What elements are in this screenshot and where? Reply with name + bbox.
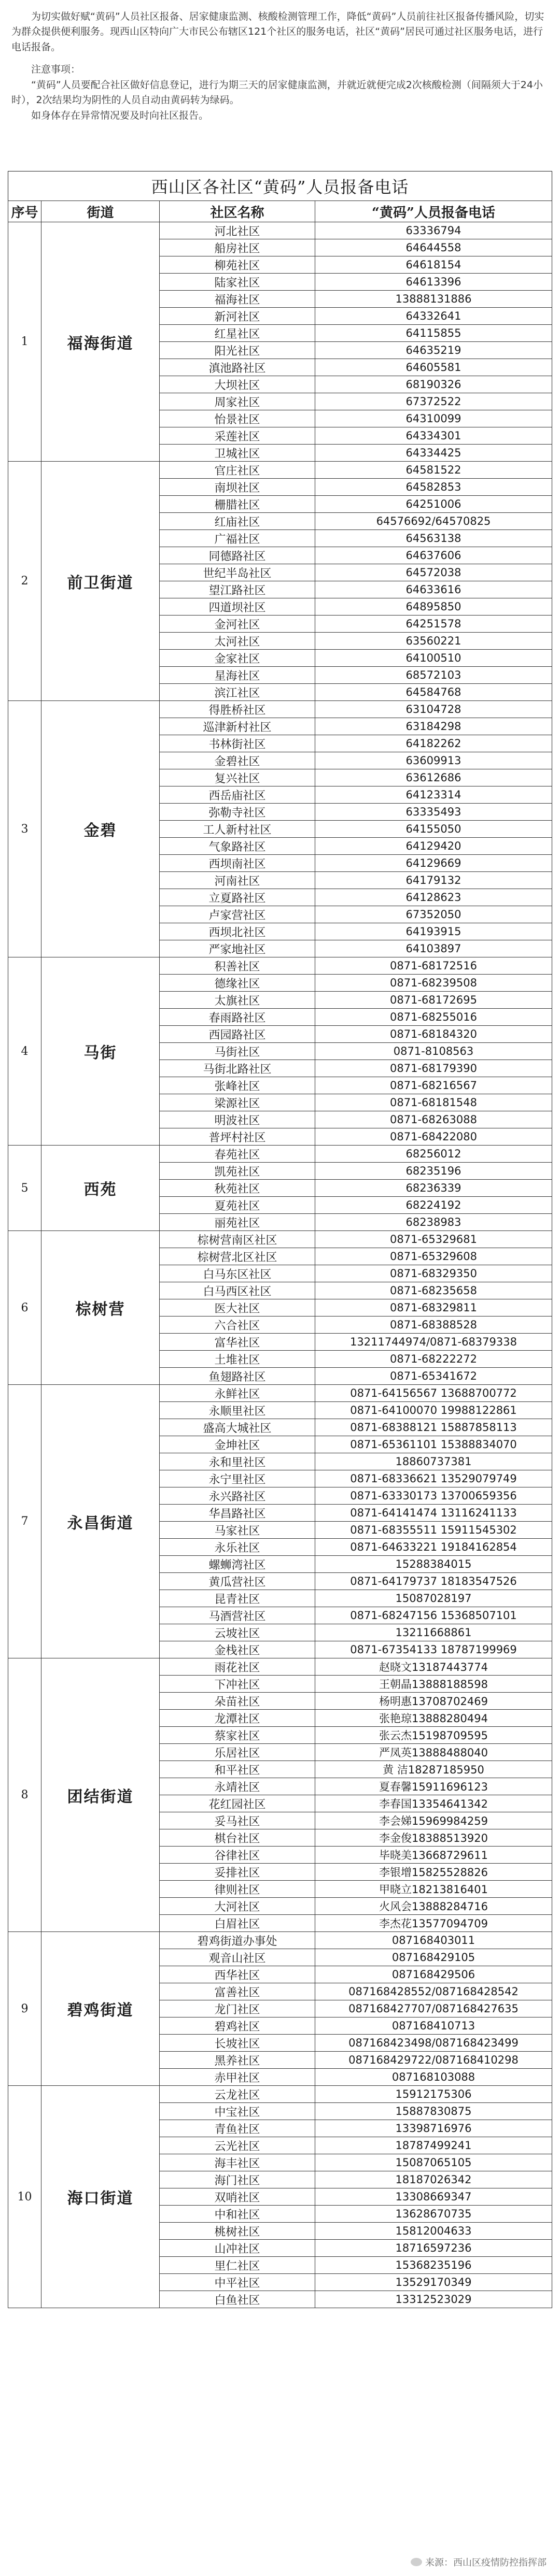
community-name-cell: 弥勒寺社区: [160, 804, 315, 821]
community-name-cell: 桃树社区: [160, 2223, 315, 2240]
phone-cell: 087168103088: [315, 2069, 552, 2086]
community-name-cell: 工人新村社区: [160, 821, 315, 838]
community-name-cell: 海门社区: [160, 2171, 315, 2188]
community-name-cell: 卫城社区: [160, 445, 315, 462]
phone-cell: 李金俊18388513920: [315, 1829, 552, 1847]
community-name-cell: 太河社区: [160, 633, 315, 650]
community-name-cell: 金碧社区: [160, 752, 315, 769]
community-name-cell: 棕树营北区社区: [160, 1248, 315, 1265]
community-name-cell: 梁源社区: [160, 1094, 315, 1111]
community-name-cell: 福海社区: [160, 291, 315, 308]
phone-cell: 李会娣15969984259: [315, 1812, 552, 1829]
community-name-cell: 西坝南社区: [160, 855, 315, 872]
community-name-cell: 春雨路社区: [160, 1009, 315, 1026]
row-street: 碧鸡街道: [41, 1932, 160, 2086]
hotline-table-wrapper: [8, 171, 552, 2308]
community-name-cell: 得胜桥社区: [160, 701, 315, 718]
community-name-cell: 中宝社区: [160, 2103, 315, 2120]
community-name-cell: 复兴社区: [160, 769, 315, 786]
phone-cell: 63560221: [315, 633, 552, 650]
community-name-cell: 云光社区: [160, 2137, 315, 2154]
phone-cell: 15368235196: [315, 2257, 552, 2274]
community-name-cell: 夏苑社区: [160, 1197, 315, 1214]
community-name-cell: 周家社区: [160, 393, 315, 410]
phone-cell: 68256012: [315, 1146, 552, 1163]
phone-cell: 0871-64156567 13688700772: [315, 1385, 552, 1402]
community-name-cell: 凯苑社区: [160, 1163, 315, 1180]
phone-cell: 0871-64179737 18183547526: [315, 1573, 552, 1590]
phone-cell: 0871-68239508: [315, 975, 552, 992]
community-name-cell: 河北社区: [160, 222, 315, 239]
community-name-cell: 望江路社区: [160, 581, 315, 598]
notice-item-1: “黄码”人员要配合社区做好信息登记，进行为期三天的居家健康监测，并就近就便完成2次核酸检测（间隔须大于24小时），2次结果均为阴性的人员自动由黄码转为绿码。: [11, 79, 543, 106]
phone-cell: 64584768: [315, 684, 552, 701]
phone-cell: 0871-65329608: [315, 1248, 552, 1265]
row-seq: 1: [8, 222, 41, 462]
phone-cell: 严凤英13888488040: [315, 1744, 552, 1761]
table-row: [8, 222, 552, 239]
row-street: 福海街道: [41, 222, 160, 462]
community-name-cell: 白鱼社区: [160, 2291, 315, 2308]
row-street: 金碧: [41, 701, 160, 957]
table-header-row: [8, 201, 552, 222]
phone-cell: 0871-68172695: [315, 992, 552, 1009]
phone-cell: 0871-67354133 18787199969: [315, 1641, 552, 1658]
phone-cell: 黄 洁18287185950: [315, 1761, 552, 1778]
community-name-cell: 螺蛳湾社区: [160, 1556, 315, 1573]
row-seq: 6: [8, 1231, 41, 1385]
community-name-cell: 金家社区: [160, 650, 315, 667]
intro-section: [0, 0, 560, 123]
community-name-cell: 金栈社区: [160, 1641, 315, 1658]
phone-cell: 0871-68263088: [315, 1111, 552, 1128]
header-community: 社区名称: [160, 201, 315, 222]
community-name-cell: 阳光社区: [160, 342, 315, 359]
row-seq: 9: [8, 1932, 41, 2086]
phone-cell: 13308669347: [315, 2188, 552, 2206]
phone-cell: 0871-65329681: [315, 1231, 552, 1248]
community-name-cell: 妥马社区: [160, 1812, 315, 1829]
community-name-cell: 普坪村社区: [160, 1128, 315, 1146]
row-seq: 7: [8, 1385, 41, 1658]
phone-cell: 毕晓美13668729611: [315, 1847, 552, 1864]
community-name-cell: 下冲社区: [160, 1676, 315, 1693]
phone-cell: 64605581: [315, 359, 552, 376]
community-name-cell: 栅腊社区: [160, 496, 315, 513]
community-name-cell: 黄瓜营社区: [160, 1573, 315, 1590]
community-name-cell: 红庙社区: [160, 513, 315, 530]
phone-cell: 63335493: [315, 804, 552, 821]
notice-item-2: 如身体存在异常情况要及时向社区报告。: [31, 109, 209, 121]
community-name-cell: 红星社区: [160, 325, 315, 342]
table-row: [8, 1231, 552, 1248]
community-name-cell: 土堆社区: [160, 1351, 315, 1368]
phone-cell: 18787499241: [315, 2137, 552, 2154]
phone-cell: 087168410713: [315, 2017, 552, 2035]
community-name-cell: 陆家社区: [160, 274, 315, 291]
community-name-cell: 德缘社区: [160, 975, 315, 992]
community-name-cell: 广福社区: [160, 530, 315, 547]
intro-paragraph: 为切实做好赋“黄码”人员社区报备、居家健康监测、核酸检测管理工作，降低“黄码”人员前往社区报备传播风险，切实为群众提供便利服务。现西山区特向广大市民公布辖区121个社区的服务电话，社区“黄码”居民可通过社区服务电话，进行电话报备。: [11, 11, 544, 53]
phone-cell: 64123314: [315, 786, 552, 804]
phone-cell: 15912175306: [315, 2086, 552, 2103]
phone-cell: 0871-65361101 15388834070: [315, 1436, 552, 1453]
phone-cell: 64179132: [315, 872, 552, 889]
community-name-cell: 律则社区: [160, 1881, 315, 1898]
community-name-cell: 永乐社区: [160, 1539, 315, 1556]
community-name-cell: 永鲜社区: [160, 1385, 315, 1402]
community-name-cell: 棕树营南区社区: [160, 1231, 315, 1248]
phone-cell: 0871-8108563: [315, 1043, 552, 1060]
community-name-cell: 谷律社区: [160, 1847, 315, 1864]
phone-cell: 0871-68388121 15887858113: [315, 1419, 552, 1436]
community-name-cell: 马街北路社区: [160, 1060, 315, 1077]
phone-cell: 68236339: [315, 1180, 552, 1197]
community-name-cell: 积善社区: [160, 957, 315, 975]
phone-cell: 0871-65341672: [315, 1368, 552, 1385]
community-name-cell: 白马西区社区: [160, 1282, 315, 1299]
community-name-cell: 丽苑社区: [160, 1214, 315, 1231]
community-name-cell: 华昌路社区: [160, 1505, 315, 1522]
phone-cell: 64618154: [315, 256, 552, 274]
phone-cell: 68224192: [315, 1197, 552, 1214]
table-row: [8, 1385, 552, 1402]
community-name-cell: 世纪半岛社区: [160, 564, 315, 581]
community-name-cell: 大河社区: [160, 1898, 315, 1915]
community-name-cell: 龙门社区: [160, 2000, 315, 2017]
community-name-cell: 卢家营社区: [160, 906, 315, 923]
notice-title: 注意事项：: [31, 64, 81, 76]
phone-cell: 64155050: [315, 821, 552, 838]
phone-cell: 64334301: [315, 427, 552, 445]
phone-cell: 13529170349: [315, 2274, 552, 2291]
phone-cell: 64115855: [315, 325, 552, 342]
phone-cell: 64310099: [315, 410, 552, 427]
phone-cell: 夏春馨15911696123: [315, 1778, 552, 1795]
community-name-cell: 马酒营社区: [160, 1607, 315, 1624]
phone-cell: 64563138: [315, 530, 552, 547]
phone-cell: 18187026342: [315, 2171, 552, 2188]
header-phone: “黄码”人员报备电话: [315, 201, 552, 222]
phone-cell: 0871-68255016: [315, 1009, 552, 1026]
community-name-cell: 书林街社区: [160, 735, 315, 752]
community-name-cell: 龙潭社区: [160, 1710, 315, 1727]
community-name-cell: 大坝社区: [160, 376, 315, 393]
row-seq: 4: [8, 957, 41, 1146]
phone-cell: 64332641: [315, 308, 552, 325]
community-name-cell: 同德路社区: [160, 547, 315, 564]
community-name-cell: 白马东区社区: [160, 1265, 315, 1282]
phone-cell: 0871-68355511 15911545302: [315, 1522, 552, 1539]
row-seq: 5: [8, 1146, 41, 1231]
community-name-cell: 怡景社区: [160, 410, 315, 427]
community-name-cell: 永和里社区: [160, 1453, 315, 1470]
phone-cell: 李春国13354641342: [315, 1795, 552, 1812]
community-name-cell: 昆青社区: [160, 1590, 315, 1607]
community-name-cell: 中和社区: [160, 2206, 315, 2223]
table-title: 西山区各社区“黄码”人员报备电话: [8, 171, 552, 201]
phone-cell: 68190326: [315, 376, 552, 393]
phone-cell: 64637606: [315, 547, 552, 564]
phone-cell: 63184298: [315, 718, 552, 735]
phone-cell: 13888131886: [315, 291, 552, 308]
community-name-cell: 朵苗社区: [160, 1693, 315, 1710]
community-name-cell: 棋台社区: [160, 1829, 315, 1847]
community-name-cell: 妥排社区: [160, 1864, 315, 1881]
community-name-cell: 永靖社区: [160, 1778, 315, 1795]
community-name-cell: 富善社区: [160, 1983, 315, 2000]
table-body: [8, 222, 552, 2308]
community-name-cell: 黑养社区: [160, 2052, 315, 2069]
community-name-cell: 盛高大城社区: [160, 1419, 315, 1436]
phone-cell: 0871-68172516: [315, 957, 552, 975]
phone-cell: 087168403011: [315, 1932, 552, 1949]
phone-cell: 64129669: [315, 855, 552, 872]
table-row: [8, 1146, 552, 1163]
phone-cell: 64635219: [315, 342, 552, 359]
community-name-cell: 气象路社区: [160, 838, 315, 855]
phone-cell: 68235196: [315, 1163, 552, 1180]
phone-cell: 赵晓文13187443774: [315, 1658, 552, 1676]
phone-cell: 087168429722/087168410298: [315, 2052, 552, 2069]
phone-cell: 64644558: [315, 239, 552, 256]
community-name-cell: 长坡社区: [160, 2035, 315, 2052]
community-name-cell: 河南社区: [160, 872, 315, 889]
community-name-cell: 严家地社区: [160, 940, 315, 957]
phone-cell: 67372522: [315, 393, 552, 410]
community-name-cell: 乐居社区: [160, 1744, 315, 1761]
community-name-cell: 里仁社区: [160, 2257, 315, 2274]
community-name-cell: 和平社区: [160, 1761, 315, 1778]
phone-cell: 64581522: [315, 462, 552, 479]
phone-cell: 13312523029: [315, 2291, 552, 2308]
table-row: [8, 1658, 552, 1676]
phone-cell: 0871-68247156 15368507101: [315, 1607, 552, 1624]
row-street: 海口街道: [41, 2086, 160, 2308]
community-name-cell: 双哨社区: [160, 2188, 315, 2206]
community-name-cell: 西坝北社区: [160, 923, 315, 940]
community-name-cell: 太旗社区: [160, 992, 315, 1009]
table-row: [8, 462, 552, 479]
community-name-cell: 观音山社区: [160, 1949, 315, 1966]
community-name-cell: 船房社区: [160, 239, 315, 256]
community-name-cell: 山冲社区: [160, 2240, 315, 2257]
phone-cell: 15812004633: [315, 2223, 552, 2240]
community-name-cell: 滨江社区: [160, 684, 315, 701]
phone-cell: 68572103: [315, 667, 552, 684]
community-name-cell: 立夏路社区: [160, 889, 315, 906]
phone-cell: 0871-68184320: [315, 1026, 552, 1043]
phone-cell: 0871-68329811: [315, 1299, 552, 1316]
phone-cell: 李银增15825528826: [315, 1864, 552, 1881]
community-name-cell: 鱼翅路社区: [160, 1368, 315, 1385]
phone-cell: 68238983: [315, 1214, 552, 1231]
phone-cell: 63336794: [315, 222, 552, 239]
row-seq: 3: [8, 701, 41, 957]
phone-cell: 67352050: [315, 906, 552, 923]
row-street: 西苑: [41, 1146, 160, 1231]
source-text: 来源：西山区疫情防控指挥部: [425, 2557, 547, 2568]
phone-cell: 087168423498/087168423499: [315, 2035, 552, 2052]
phone-cell: 0871-68336621 13529079749: [315, 1470, 552, 1487]
row-seq: 10: [8, 2086, 41, 2308]
phone-cell: 0871-68216567: [315, 1077, 552, 1094]
community-name-cell: 西华社区: [160, 1966, 315, 1983]
phone-cell: 64251006: [315, 496, 552, 513]
phone-cell: 13211744974/0871-68379338: [315, 1334, 552, 1351]
source-footer: [411, 2555, 547, 2569]
community-name-cell: 马家社区: [160, 1522, 315, 1539]
community-name-cell: 云龙社区: [160, 2086, 315, 2103]
community-name-cell: 柳苑社区: [160, 256, 315, 274]
phone-cell: 63104728: [315, 701, 552, 718]
phone-cell: 0871-68179390: [315, 1060, 552, 1077]
phone-cell: 64182262: [315, 735, 552, 752]
community-name-cell: 采莲社区: [160, 427, 315, 445]
phone-cell: 0871-68235658: [315, 1282, 552, 1299]
phone-cell: 64895850: [315, 598, 552, 616]
phone-cell: 15288384015: [315, 1556, 552, 1573]
community-name-cell: 蔡家社区: [160, 1727, 315, 1744]
phone-cell: 64334425: [315, 445, 552, 462]
phone-cell: 087168429105: [315, 1949, 552, 1966]
phone-cell: 64128623: [315, 889, 552, 906]
community-name-cell: 永顺里社区: [160, 1402, 315, 1419]
community-name-cell: 赤甲社区: [160, 2069, 315, 2086]
community-name-cell: 马街社区: [160, 1043, 315, 1060]
phone-cell: 0871-68388528: [315, 1316, 552, 1334]
phone-cell: 王朝晶13888188598: [315, 1676, 552, 1693]
community-name-cell: 海丰社区: [160, 2154, 315, 2171]
table-row: [8, 957, 552, 975]
phone-cell: 64103897: [315, 940, 552, 957]
phone-cell: 0871-64100070 19988122861: [315, 1402, 552, 1419]
wechat-icon: [411, 2558, 422, 2566]
community-name-cell: 四道坝社区: [160, 598, 315, 616]
phone-cell: 18716597236: [315, 2240, 552, 2257]
community-name-cell: 永宁里社区: [160, 1470, 315, 1487]
community-name-cell: 明波社区: [160, 1111, 315, 1128]
community-name-cell: 金坤社区: [160, 1436, 315, 1453]
phone-cell: 64100510: [315, 650, 552, 667]
phone-cell: 64576692/64570825: [315, 513, 552, 530]
community-name-cell: 西园路社区: [160, 1026, 315, 1043]
header-seq: 序号: [8, 201, 41, 222]
phone-cell: 087168427707/087168427635: [315, 2000, 552, 2017]
phone-cell: 15887830875: [315, 2103, 552, 2120]
community-name-cell: 官庄社区: [160, 462, 315, 479]
phone-cell: 18860737381: [315, 1453, 552, 1470]
phone-cell: 64633616: [315, 581, 552, 598]
phone-cell: 63609913: [315, 752, 552, 769]
phone-cell: 张艳琼13888280494: [315, 1710, 552, 1727]
phone-cell: 64582853: [315, 479, 552, 496]
community-name-cell: 富华社区: [160, 1334, 315, 1351]
row-seq: 8: [8, 1658, 41, 1932]
phone-cell: 0871-64633221 19184162854: [315, 1539, 552, 1556]
phone-cell: 087168428552/087168428542: [315, 1983, 552, 2000]
row-street: 马街: [41, 957, 160, 1146]
row-street: 棕树营: [41, 1231, 160, 1385]
phone-cell: 13398716976: [315, 2120, 552, 2137]
community-name-cell: 雨花社区: [160, 1658, 315, 1676]
table-row: [8, 2086, 552, 2103]
hotline-table: [8, 201, 552, 2308]
community-name-cell: 永兴路社区: [160, 1487, 315, 1505]
community-name-cell: 碧鸡社区: [160, 2017, 315, 2035]
community-name-cell: 新河社区: [160, 308, 315, 325]
community-name-cell: 云坡社区: [160, 1624, 315, 1641]
phone-cell: 64251578: [315, 616, 552, 633]
row-street: 永昌街道: [41, 1385, 160, 1658]
phone-cell: 甲晓立18213816401: [315, 1881, 552, 1898]
phone-cell: 张云杰15198709595: [315, 1727, 552, 1744]
table-row: [8, 1932, 552, 1949]
phone-cell: 13628670735: [315, 2206, 552, 2223]
community-name-cell: 六合社区: [160, 1316, 315, 1334]
phone-cell: 63612686: [315, 769, 552, 786]
row-street: 团结街道: [41, 1658, 160, 1932]
phone-cell: 64129420: [315, 838, 552, 855]
phone-cell: 087168429506: [315, 1966, 552, 1983]
phone-cell: 0871-63330173 13700659356: [315, 1487, 552, 1505]
phone-cell: 0871-68222272: [315, 1351, 552, 1368]
phone-cell: 李杰花13577094709: [315, 1915, 552, 1932]
header-street: 街道: [41, 201, 160, 222]
phone-cell: 64613396: [315, 274, 552, 291]
community-name-cell: 南坝社区: [160, 479, 315, 496]
phone-cell: 0871-68181548: [315, 1094, 552, 1111]
phone-cell: 0871-68329350: [315, 1265, 552, 1282]
phone-cell: 15087028197: [315, 1590, 552, 1607]
community-name-cell: 金河社区: [160, 616, 315, 633]
phone-cell: 13211668861: [315, 1624, 552, 1641]
row-street: 前卫街道: [41, 462, 160, 701]
community-name-cell: 春苑社区: [160, 1146, 315, 1163]
community-name-cell: 白眉社区: [160, 1915, 315, 1932]
phone-cell: 15087065105: [315, 2154, 552, 2171]
phone-cell: 64193915: [315, 923, 552, 940]
community-name-cell: 碧鸡街道办事处: [160, 1932, 315, 1949]
phone-cell: 64572038: [315, 564, 552, 581]
phone-cell: 火风会13888284716: [315, 1898, 552, 1915]
community-name-cell: 青鱼社区: [160, 2120, 315, 2137]
phone-cell: 杨明惠13708702469: [315, 1693, 552, 1710]
phone-cell: 0871-68422080: [315, 1128, 552, 1146]
community-name-cell: 西岳庙社区: [160, 786, 315, 804]
community-name-cell: 中平社区: [160, 2274, 315, 2291]
community-name-cell: 巡津新村社区: [160, 718, 315, 735]
community-name-cell: 张峰社区: [160, 1077, 315, 1094]
community-name-cell: 秋苑社区: [160, 1180, 315, 1197]
community-name-cell: 医大社区: [160, 1299, 315, 1316]
community-name-cell: 花红园社区: [160, 1795, 315, 1812]
community-name-cell: 星海社区: [160, 667, 315, 684]
community-name-cell: 滇池路社区: [160, 359, 315, 376]
row-seq: 2: [8, 462, 41, 701]
phone-cell: 0871-64141474 13116241133: [315, 1505, 552, 1522]
table-row: [8, 701, 552, 718]
